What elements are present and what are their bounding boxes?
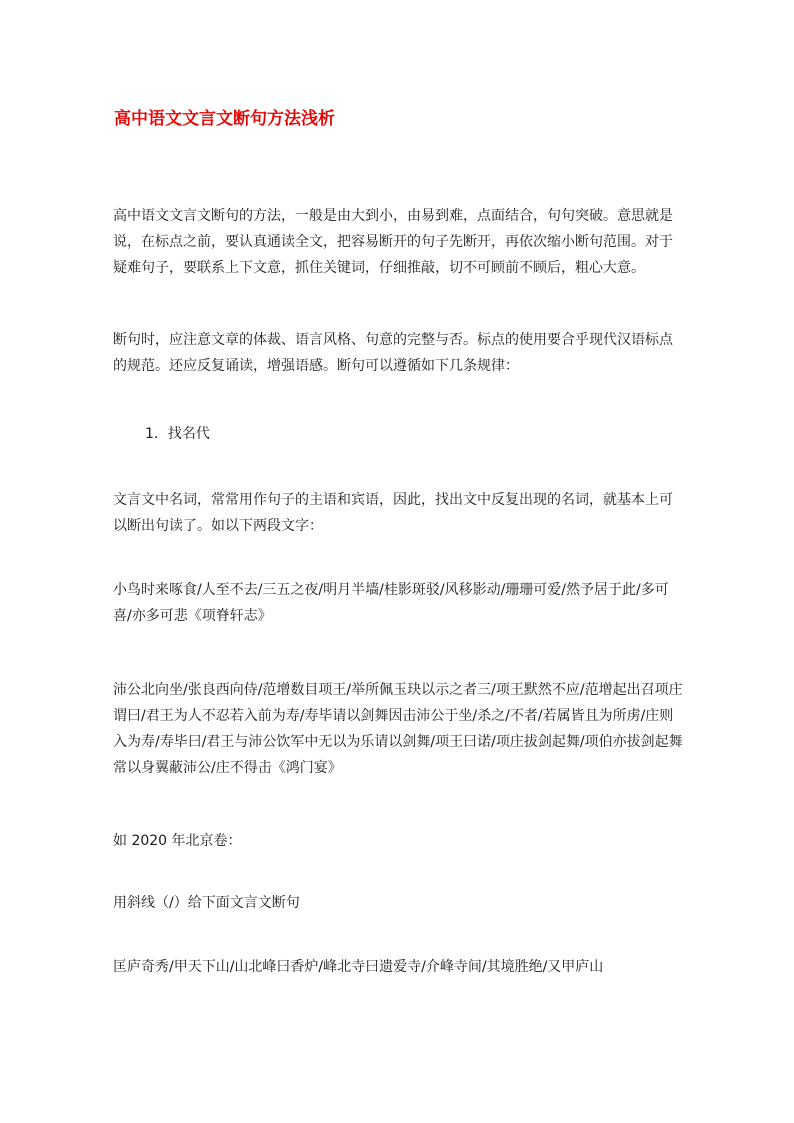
beijing-exam-note: 如 2020 年北京卷： <box>113 833 242 849</box>
punctuation-paragraph: 断句时，应注意文章的体裁、语言风格、句意的完整与否。标点的使用要合乎现代汉语标点的规范。还应反复诵读，增强语感。断句可以遵循如下几条规律： <box>113 332 673 374</box>
exercise-answer: 匡庐奇秀/甲天下山/山北峰曰香炉/峰北寺曰遗爱寺/介峰寺间/其境胜绝/又甲庐山 <box>113 959 604 975</box>
rule-heading-1: 1．找名代 <box>145 426 210 442</box>
exercise-instruction: 用斜线（/）给下面文言文断句 <box>113 895 300 911</box>
noun-rule-paragraph: 文言文中名词，常常用作句子的主语和宾语，因此，找出文中反复出现的名词，就基本上可以断出句读了。如以下两段文字： <box>113 492 673 534</box>
document-title: 高中语文文言文断句方法浅析 <box>114 109 335 129</box>
intro-paragraph: 高中语文文言文断句的方法，一般是由大到小，由易到难，点面结合，句句突破。意思就是说，在标点之前，要认真通读全文，把容易断开的句子先断开，再依次缩小断句范围。对于疑难句子，要联系上下文意，抓住关键词，仔细推敲，切不可顾前不顾后，粗心大意。 <box>113 208 673 276</box>
example-xiangjixuan: 小鸟时来啄食/人至不去/三五之夜/明月半墙/桂影斑驳/风移影动/珊珊可爱/然予居于此/多可喜/亦多可悲《项脊轩志》 <box>113 582 669 624</box>
example-hongmenyan: 沛公北向坐/张良西向侍/范增数目项王/举所佩玉玦以示之者三/项王默然不应/范增起出召项庄谓曰/君王为人不忍若入前为寿/寿毕请以剑舞因击沛公于坐/杀之/不者/若属皆且为所虏/庄则入为寿/寿毕曰/君王与沛公饮军中无以为乐请以剑舞/项王曰诺/项庄拔剑起舞/项伯亦拔剑起舞常以身翼蔽沛公/庄不得击《鸿门宴》 <box>113 682 683 776</box>
